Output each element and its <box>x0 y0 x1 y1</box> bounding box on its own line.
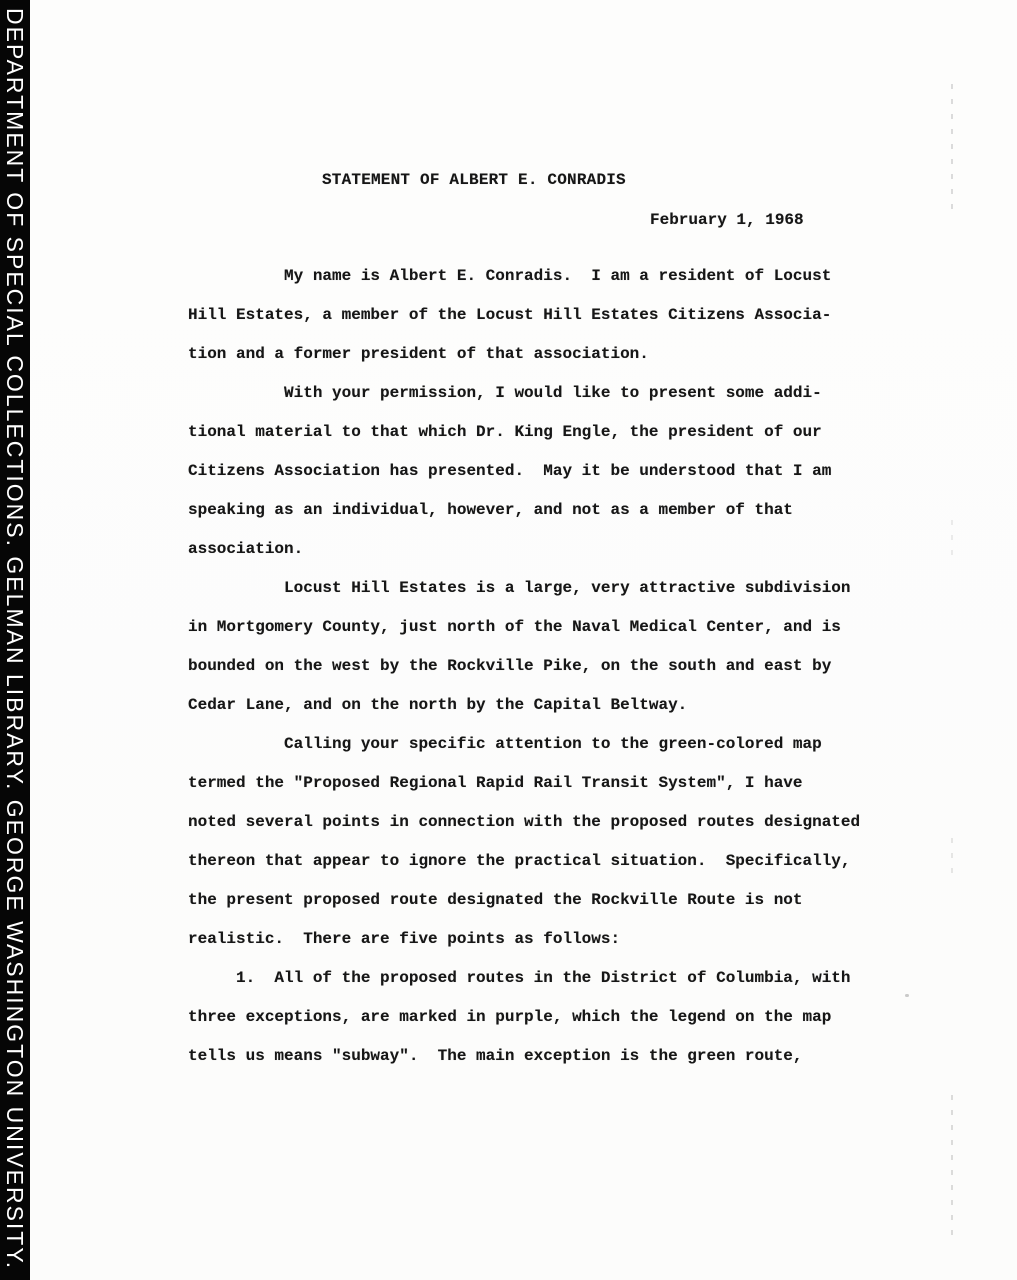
scan-artifact-mark <box>951 838 953 883</box>
body-line: Cedar Lane, and on the north by the Capital Beltway. <box>188 696 688 714</box>
body-line: bounded on the west by the Rockville Pike, on the south and east by <box>188 657 832 675</box>
body-line: noted several points in connection with the proposed routes designated <box>188 813 861 831</box>
body-line: 1. All of the proposed routes in the District of Columbia, with <box>188 969 851 987</box>
body-line: With your permission, I would like to present some addi- <box>188 384 822 402</box>
body-line: My name is Albert E. Conradis. I am a resident of Locust <box>188 267 832 285</box>
scan-artifact-mark <box>951 1095 953 1235</box>
document-body <box>188 265 860 1084</box>
scan-artifact-mark <box>951 84 953 214</box>
document-date: February 1, 1968 <box>650 211 804 229</box>
body-line: Hill Estates, a member of the Locust Hill Estates Citizens Associa- <box>188 306 832 324</box>
body-line: Calling your specific attention to the green-colored map <box>188 735 822 753</box>
body-line: in Mortgomery County, just north of the Naval Medical Center, and is <box>188 618 841 636</box>
body-line: thereon that appear to ignore the practical situation. Specifically, <box>188 852 851 870</box>
body-line: realistic. There are five points as follows: <box>188 930 621 948</box>
body-line: association. <box>188 540 304 558</box>
body-line: tional material to that which Dr. King Engle, the president of our <box>188 423 822 441</box>
document-title: STATEMENT OF ALBERT E. CONRADIS <box>322 171 626 189</box>
body-line: speaking as an individual, however, and not as a member of that <box>188 501 793 519</box>
body-line: tells us means "subway". The main exception is the green route, <box>188 1047 803 1065</box>
body-line: Locust Hill Estates is a large, very attractive subdivision <box>188 579 851 597</box>
body-line: three exceptions, are marked in purple, which the legend on the map <box>188 1008 832 1026</box>
body-line: termed the "Proposed Regional Rapid Rail Transit System", I have <box>188 774 803 792</box>
body-line: Citizens Association has presented. May it be understood that I am <box>188 462 832 480</box>
body-line: tion and a former president of that association. <box>188 345 649 363</box>
scan-artifact-mark <box>951 520 953 560</box>
body-line: the present proposed route designated the Rockville Route is not <box>188 891 803 909</box>
scan-artifact-dot <box>905 994 909 997</box>
archive-collection-label: DEPARTMENT OF SPECIAL COLLECTIONS. GELMAN LIBRARY. GEORGE WASHINGTON UNIVERSITY. <box>2 8 28 1271</box>
